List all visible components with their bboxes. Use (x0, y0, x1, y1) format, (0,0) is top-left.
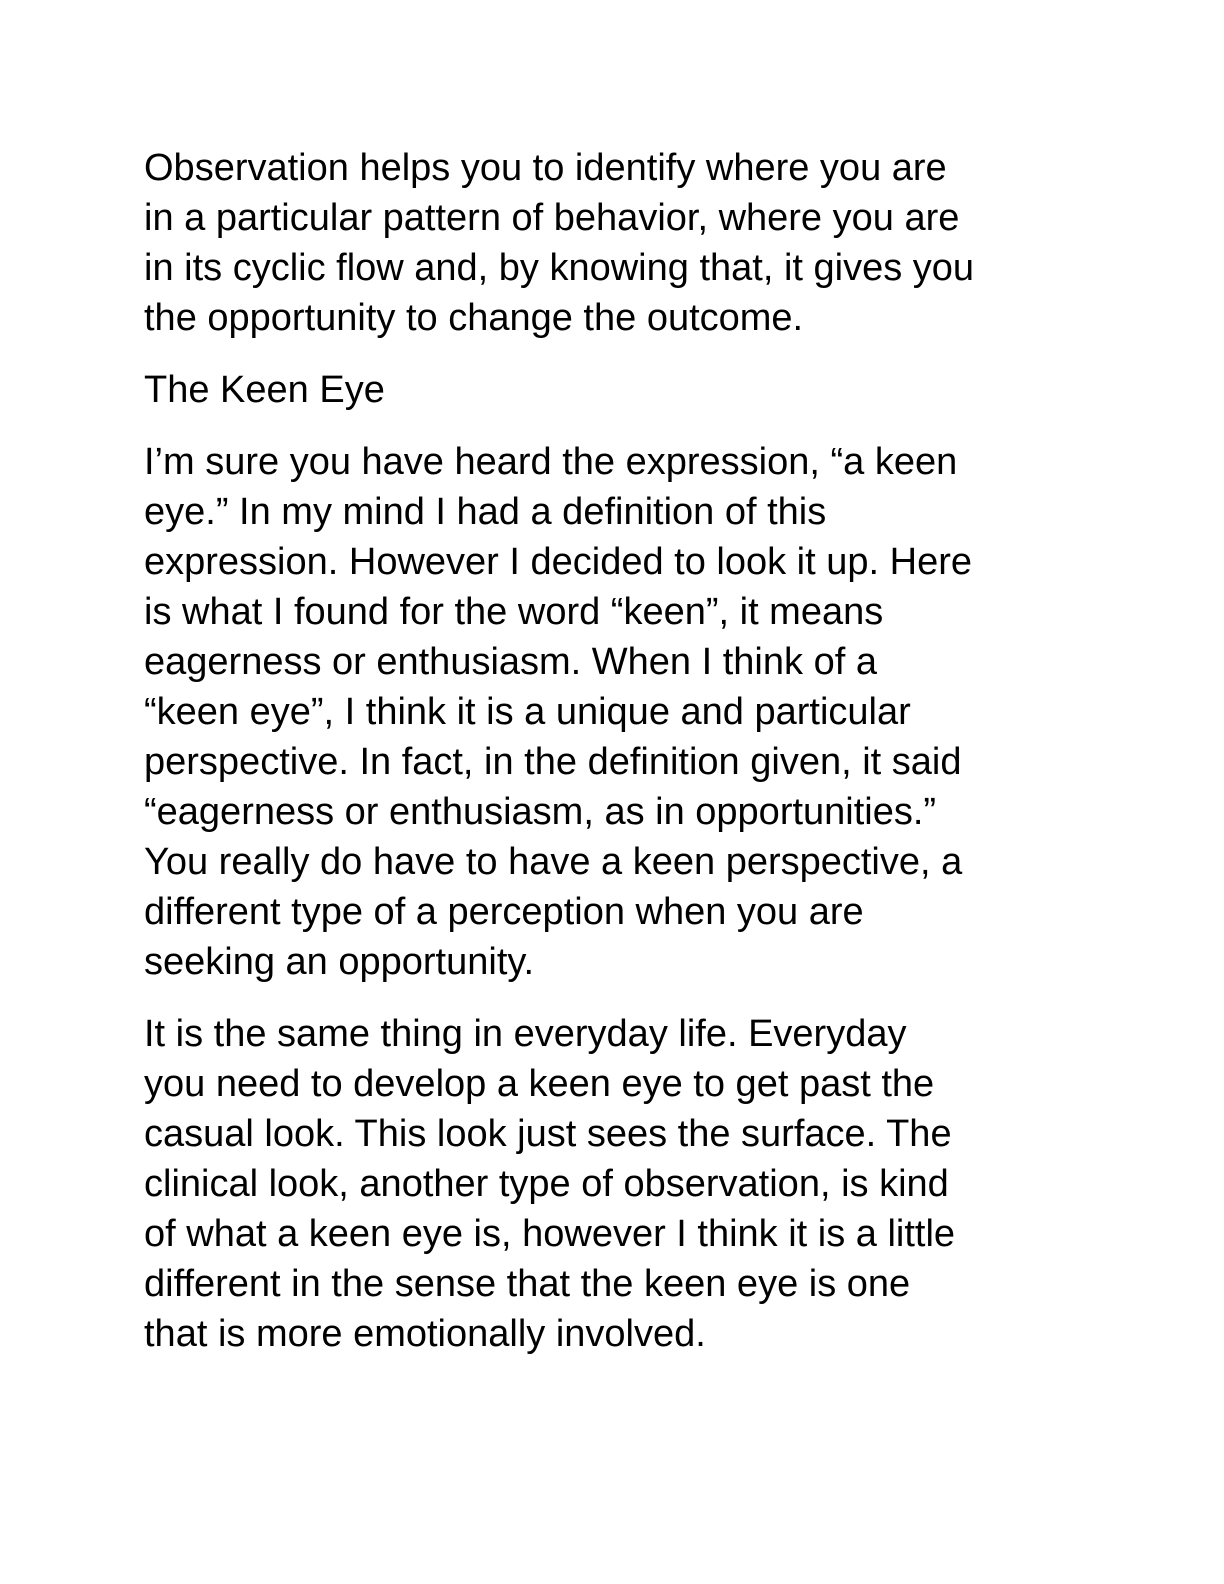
text-line: perspective. In fact, in the definition given, it said (144, 741, 962, 783)
text-line: I’m sure you have heard the expression, “a keen (144, 441, 958, 483)
text-line: different in the sense that the keen eye is one (144, 1263, 911, 1305)
paragraph-everyday-life (144, 1009, 1084, 1359)
text-line: expression. However I decided to look it up. Here (144, 541, 972, 583)
text-line: “eagerness or enthusiasm, as in opportunities.” (144, 791, 937, 833)
text-line: you need to develop a keen eye to get past the (144, 1063, 935, 1105)
text-line: You really do have to have a keen perspective, a (144, 841, 963, 883)
text-line: that is more emotionally involved. (144, 1313, 706, 1355)
section-heading (144, 365, 1084, 415)
paragraph-spacing (144, 987, 1084, 1009)
text-line: of what a keen eye is, however I think it is a little (144, 1213, 956, 1255)
heading-text: The Keen Eye (144, 369, 385, 411)
text-line: in its cyclic flow and, by knowing that, it gives you (144, 247, 975, 289)
text-line: in a particular pattern of behavior, where you are (144, 197, 960, 239)
text-line: different type of a perception when you are (144, 891, 864, 933)
text-line: eye.” In my mind I had a definition of this (144, 491, 827, 533)
text-line: the opportunity to change the outcome. (144, 297, 804, 339)
text-line: Observation helps you to identify where you are (144, 147, 947, 189)
text-line: eagerness or enthusiasm. When I think of a (144, 641, 877, 683)
text-line: seeking an opportunity. (144, 941, 535, 983)
text-line: It is the same thing in everyday life. Everyday (144, 1013, 907, 1055)
text-line: “keen eye”, I think it is a unique and particular (144, 691, 911, 733)
text-line: is what I found for the word “keen”, it means (144, 591, 884, 633)
paragraph-spacing (144, 343, 1084, 365)
paragraph-observation (144, 143, 1084, 343)
text-line: clinical look, another type of observation, is kind (144, 1163, 949, 1205)
document-body (144, 143, 1084, 1359)
paragraph-keen-eye (144, 437, 1084, 987)
paragraph-spacing (144, 415, 1084, 437)
text-line: casual look. This look just sees the surface. The (144, 1113, 952, 1155)
